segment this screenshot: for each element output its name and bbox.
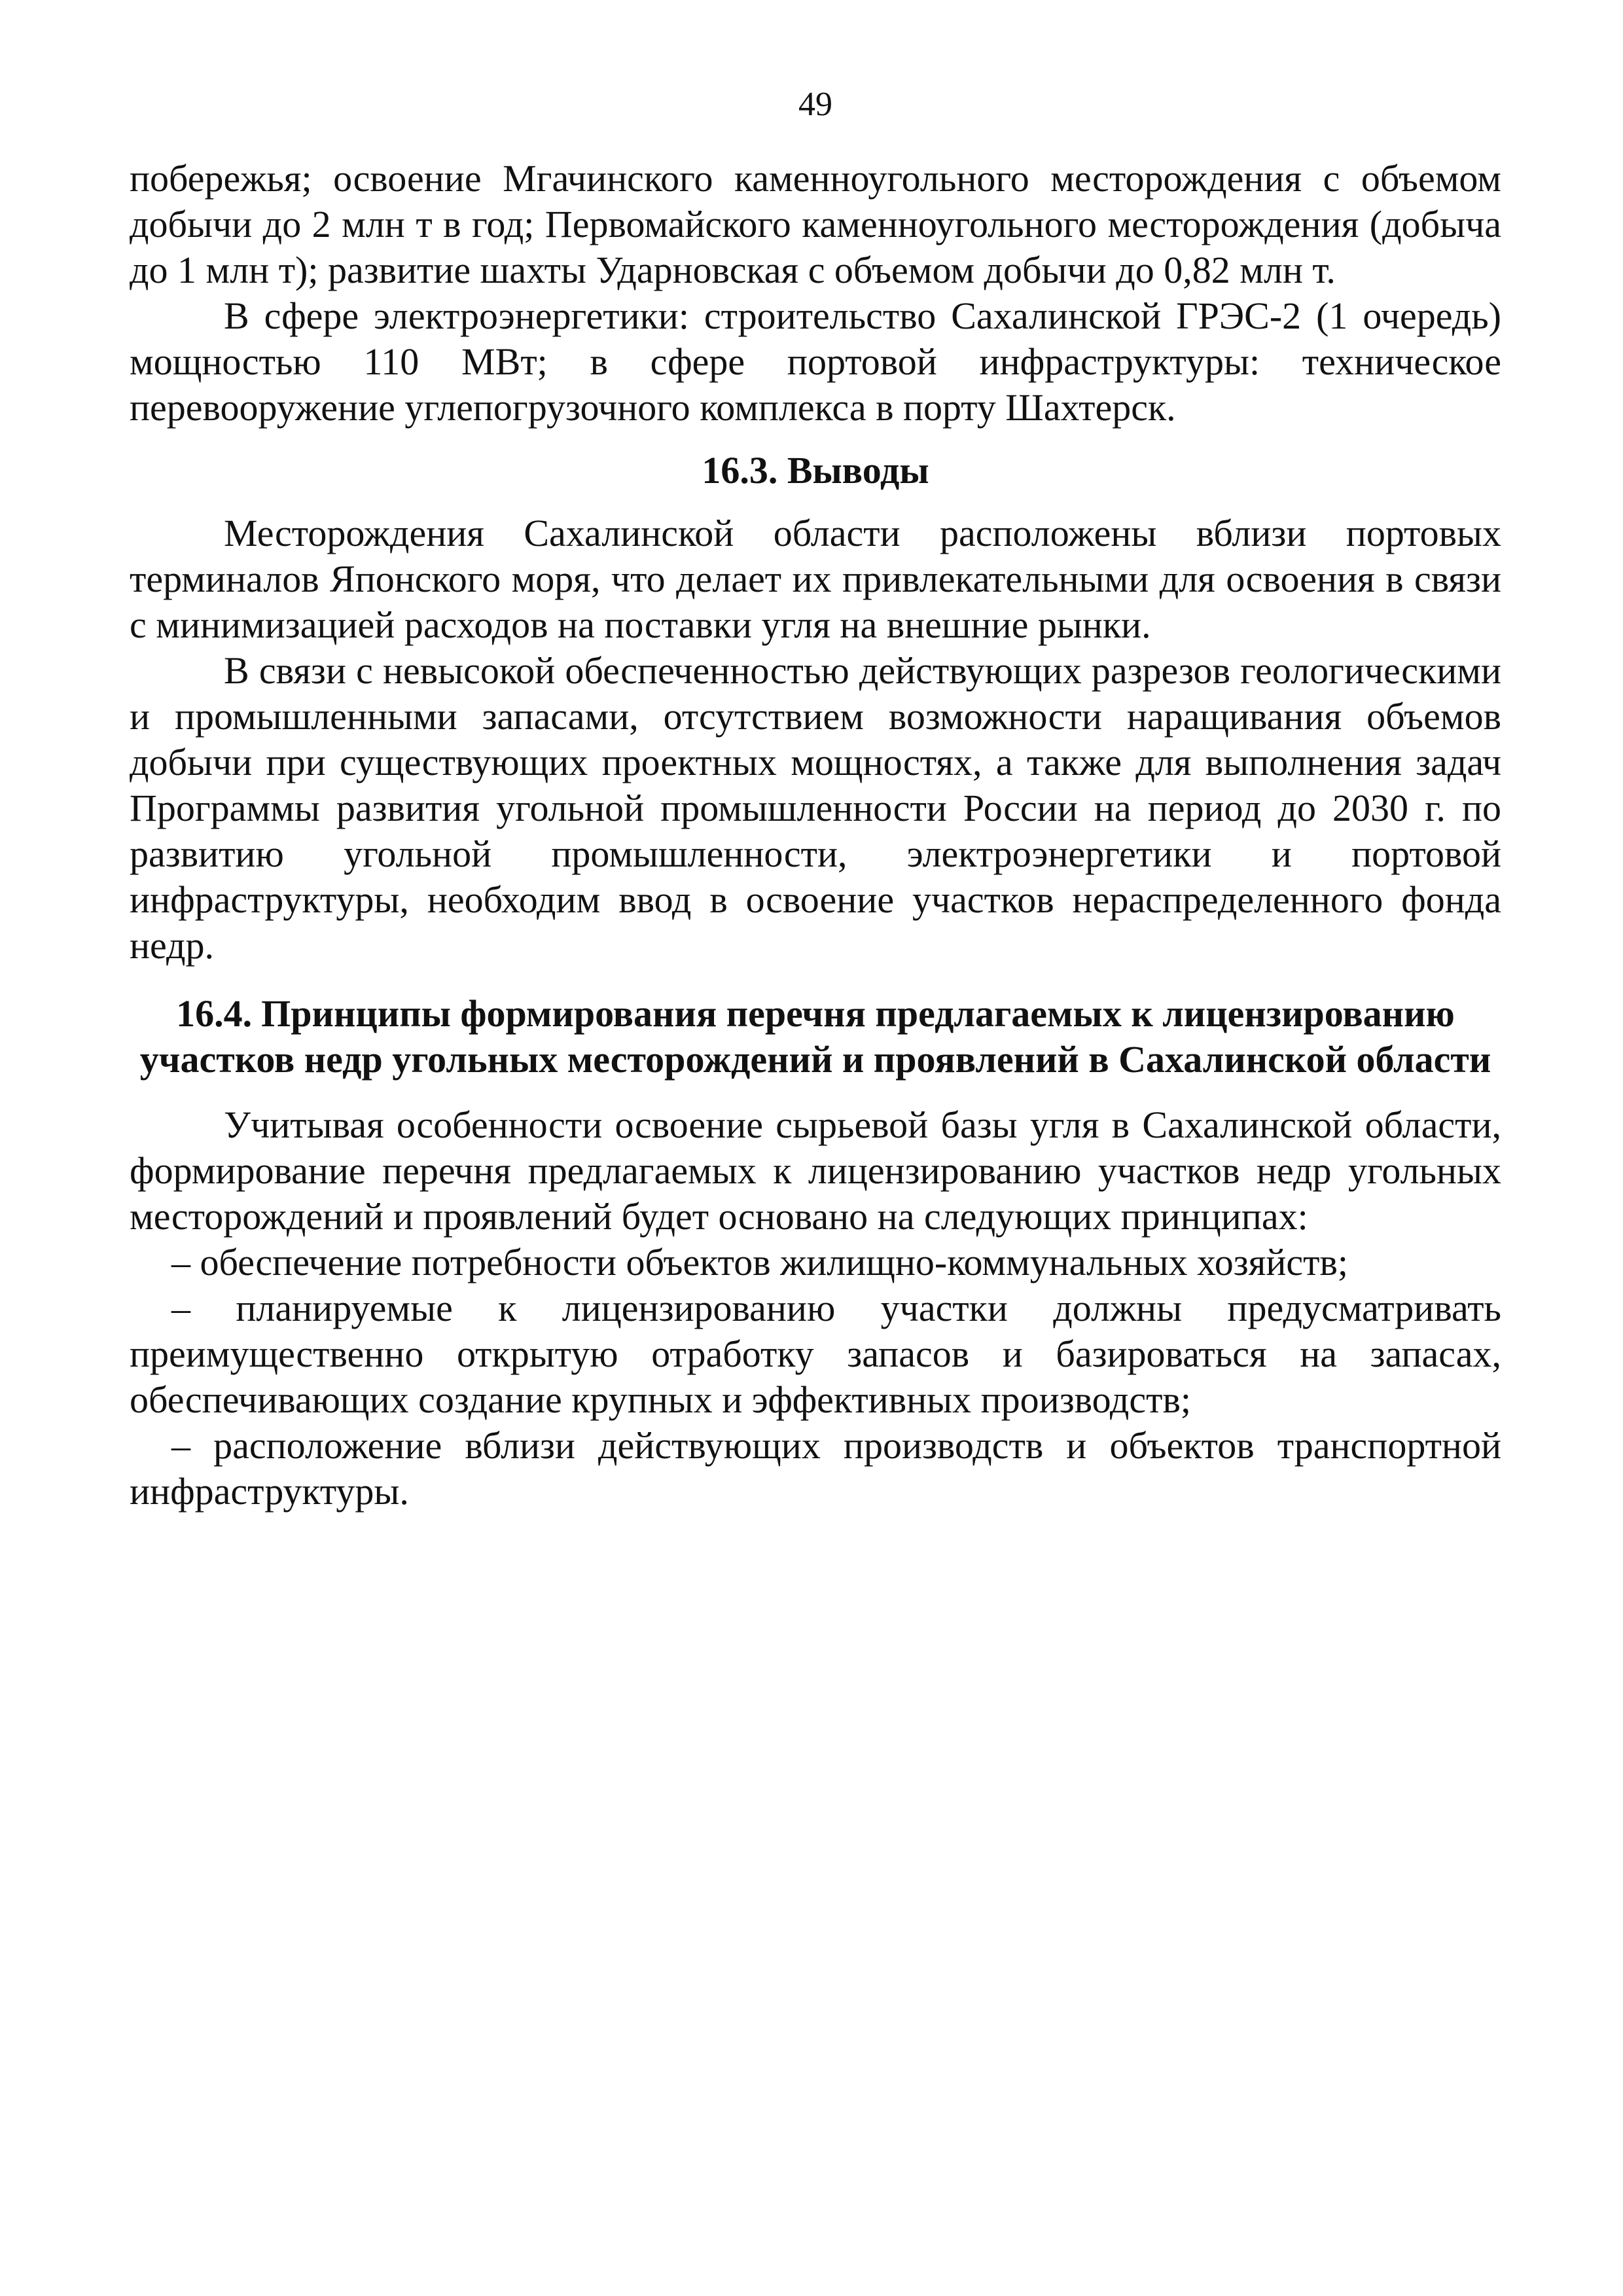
dash-marker: – bbox=[171, 1241, 190, 1283]
dash-marker: – bbox=[171, 1424, 190, 1467]
section-heading-number: 16.4. bbox=[176, 992, 253, 1035]
paragraph-conclusion-reserves: В связи с невысокой обеспеченностью действующих разрезов геологическими и промышленными запасами, отсутствием возможности наращивания объемов добычи при существующих проектных мощностях, а также для выполнения задач Программы развития угольной промышленности России на период до 2030 г. по развитию угольной промышленности, электроэнергетики и портовой инфраструктуры, необходим ввод в освоение участков нераспределенного фонда недр. bbox=[130, 649, 1501, 967]
list-item bbox=[130, 1285, 1501, 1423]
section-heading-principles bbox=[130, 991, 1501, 1083]
section-heading-conclusions: 16.3. Выводы bbox=[702, 449, 929, 492]
paragraph-power-sector: В сфере электроэнергетики: строительство Сахалинской ГРЭС-2 (1 очередь) мощностью 110 МВт; в сфере портовой инфраструктуры: техническое перевооружение углепогрузочного комплекса в порту Шахтерск. bbox=[130, 295, 1501, 429]
list-item-text: планируемые к лицензированию участки должны предусматривать преимущественно открытую отработку запасов и базироваться на запасах, обеспечивающих создание крупных и эффективных производств; bbox=[130, 1287, 1502, 1421]
page-number: 49 bbox=[798, 86, 832, 123]
list-item-text: расположение вблизи действующих производств и объектов транспортной инфраструктуры. bbox=[130, 1424, 1501, 1513]
paragraph-continuation: побережья; освоение Мгачинского каменноугольного месторождения с объемом добычи до 2 млн т в год; Первомайского каменноугольного месторождения (добыча до 1 млн т); развитие шахты Ударновская с объемом добычи до 0,82 млн т. bbox=[130, 157, 1501, 291]
paragraph-conclusion-location: Месторождения Сахалинской области расположены вблизи портовых терминалов Японского моря, что делает их привлекательными для освоения в связи с минимизацией расходов на поставки угля на внешние рынки. bbox=[130, 512, 1501, 646]
list-item bbox=[130, 1423, 1501, 1515]
dash-marker: – bbox=[171, 1287, 190, 1329]
document-page bbox=[130, 85, 1501, 1515]
list-item bbox=[130, 1240, 1501, 1285]
paragraph-principles-intro: Учитывая особенности освоение сырьевой базы угля в Сахалинской области, формирование перечня предлагаемых к лицензированию участков недр угольных месторождений и проявлений будет основано на следующих принципах: bbox=[130, 1103, 1501, 1238]
section-heading-text: Принципы формирования перечня предлагаемых к лицензированию участков недр угольных месторождений и проявлений в Сахалинской области bbox=[139, 992, 1491, 1081]
list-item-text: обеспечение потребности объектов жилищно-коммунальных хозяйств; bbox=[200, 1241, 1348, 1283]
